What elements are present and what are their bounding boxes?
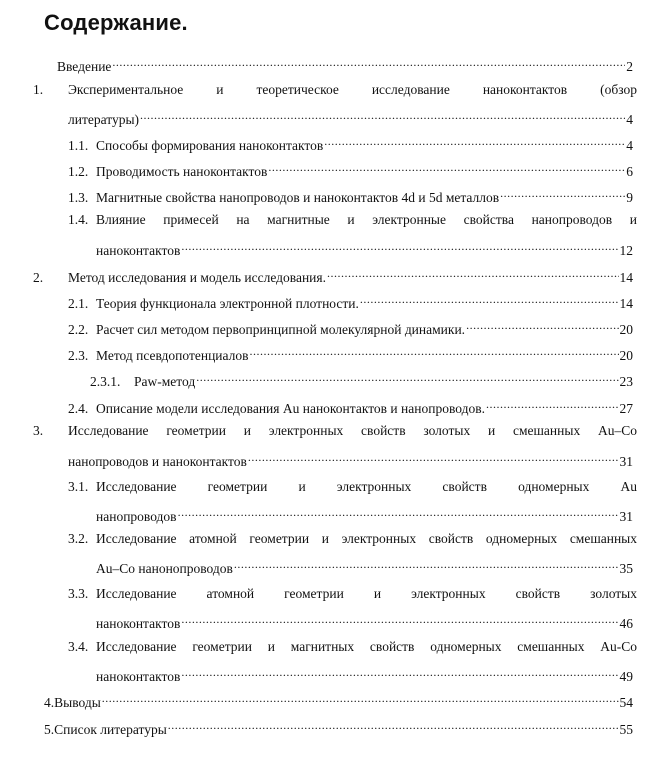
toc-page-number: 46 [619,616,633,631]
toc-leader [195,370,618,386]
toc-page-number: 27 [619,401,633,416]
toc-page-number: 12 [619,243,633,258]
toc-entry-text: наноконтактов [96,669,181,684]
toc-leader [323,134,625,150]
toc-page-number: 35 [619,561,633,576]
toc-leader [485,397,619,413]
toc-entry-number: 2.2. [68,322,89,337]
toc-entry-text: Введение [57,59,112,74]
toc-leader [233,557,619,573]
toc-entry-number: 3.2. [68,531,89,546]
toc-entry-number: 2.3. [68,348,89,363]
toc-page-number: 2 [626,59,633,74]
toc-entry-2-1[interactable] [68,292,633,312]
toc-entry-1-number-row [33,82,43,98]
toc-entry-3-line2[interactable] [68,450,633,470]
toc-leader [167,718,619,734]
toc-entry-number: 2.4. [68,401,89,416]
toc-entry-text: Метод исследования и модель исследования. [68,270,326,285]
toc-entry-number: 3.4. [68,639,89,654]
toc-entry-text: Теория функционала электронной плотности. [96,296,359,311]
toc-leader [180,239,618,255]
toc-page-number: 23 [619,374,633,389]
toc-entry-intro[interactable] [57,55,633,75]
toc-entry-text: Описание модели исследования Au наноконтактов и нанопроводов. [96,401,485,416]
toc-entry-text: 4.Выводы [44,695,101,710]
toc-leader [247,450,619,466]
toc-entry-3-number-row [33,423,43,439]
toc-page-number: 20 [619,348,633,363]
toc-page-number: 6 [626,164,633,179]
toc-entry-3-line1[interactable]: Исследование геометрии и электронных свойств золотых и смешанных Au–Co [68,423,637,438]
toc-page-number: 31 [619,454,633,469]
toc-entry-2-4[interactable] [68,397,633,417]
toc-entry-5[interactable] [44,718,633,738]
toc-entry-1-line2[interactable] [68,108,633,128]
toc-page-number: 54 [619,695,633,710]
toc-entry-text: 5.Список литературы [44,722,167,737]
toc-entry-text: литературы) [68,112,140,127]
toc-entry-3-2-line2[interactable] [96,557,633,577]
toc-entry-number: 1.2. [68,164,89,179]
toc-entry-number: 2.1. [68,296,89,311]
toc-entry-3-1-line1[interactable]: Исследование геометрии и электронных свойств одномерных Au [96,479,637,494]
toc-entry-text: Магнитные свойства нанопроводов и наноконтактов 4d и 5d металлов [96,190,500,205]
toc-entry-number: 3.3. [68,586,89,601]
toc-entry-number: 1. [33,82,44,97]
toc-leader [359,292,619,308]
toc-entry-2-3[interactable] [68,344,633,364]
toc-entry-3-4-line2[interactable] [96,665,633,685]
toc-entry-1-3[interactable] [68,186,633,206]
toc-entry-1-4-number-row [68,212,88,228]
toc-entry-number: 2. [33,270,44,285]
toc-page-number: 14 [619,270,633,285]
toc-leader [465,318,618,334]
toc-entry-text: нанопроводов [96,509,177,524]
toc-entry-2-2[interactable] [68,318,633,338]
toc-entry-3-4-number-row [68,639,88,655]
toc-entry-1-4-line2[interactable] [96,239,633,259]
toc-entry-1-1[interactable] [68,134,633,154]
toc-entry-text: наноконтактов [96,616,181,631]
toc-page-number: 55 [619,722,633,737]
toc-page-number: 31 [619,509,633,524]
page-title: Содержание. [44,10,188,35]
toc-entry-3-1-line2[interactable] [96,505,633,525]
toc-entry-number: 1.3. [68,190,89,205]
toc-entry-text: наноконтактов [96,243,181,258]
toc-entry-text: нанопроводов и наноконтактов [68,454,247,469]
toc-page-number: 20 [619,322,633,337]
toc-leader [326,266,619,282]
toc-entry-text: Au–Co нанонопроводов [96,561,233,576]
toc-leader [139,108,625,124]
toc-entry-1-line1[interactable]: Экспериментальное и теоретическое исследование наноконтактов (обзор [68,82,637,97]
toc-entry-3-2-line1[interactable]: Исследование атомной геометрии и электронных свойств одномерных смешанных [96,531,637,546]
toc-leader [111,55,625,71]
toc-entry-1-2[interactable] [68,160,633,180]
toc-entry-3-3-number-row [68,586,88,602]
toc-leader [180,612,618,628]
toc-entry-4[interactable] [44,691,633,711]
toc-entry-3-2-number-row [68,531,88,547]
toc-leader [499,186,625,202]
toc-entry-3-3-line2[interactable] [96,612,633,632]
toc-entry-text: Проводимость наноконтактов [96,164,268,179]
toc-entry-3-3-line1[interactable]: Исследование атомной геометрии и электронных свойств золотых [96,586,637,601]
toc-entry-number: 3. [33,423,44,438]
toc-leader [267,160,625,176]
toc-page-number: 4 [626,112,633,127]
toc-entry-3-4-line1[interactable]: Исследование геометрии и магнитных свойств одномерных смешанных Au-Co [96,639,637,654]
toc-entry-number: 1.1. [68,138,89,153]
toc-entry-2-3-1[interactable] [90,370,633,390]
toc-entry-number: 2.3.1. [90,374,121,389]
toc-entry-number: 1.4. [68,212,89,227]
toc-leader [101,691,619,707]
toc-entry-3-1-number-row [68,479,88,495]
toc-page-number: 4 [626,138,633,153]
toc-entry-number: 3.1. [68,479,89,494]
toc-entry-text: Paw-метод [134,374,196,389]
toc-entry-text: Расчет сил методом первопринципной молекулярной динамики. [96,322,466,337]
toc-entry-text: Способы формирования наноконтактов [96,138,324,153]
toc-leader [177,505,619,521]
toc-leader [180,665,618,681]
toc-entry-text: Метод псевдопотенциалов [96,348,249,363]
toc-page-number: 9 [626,190,633,205]
toc-entry-1-4-line1[interactable]: Влияние примесей на магнитные и электронные свойства нанопроводов и [96,212,637,227]
toc-page-number: 49 [619,669,633,684]
toc-page-number: 14 [619,296,633,311]
toc-leader [249,344,619,360]
toc-entry-2[interactable] [33,266,633,286]
